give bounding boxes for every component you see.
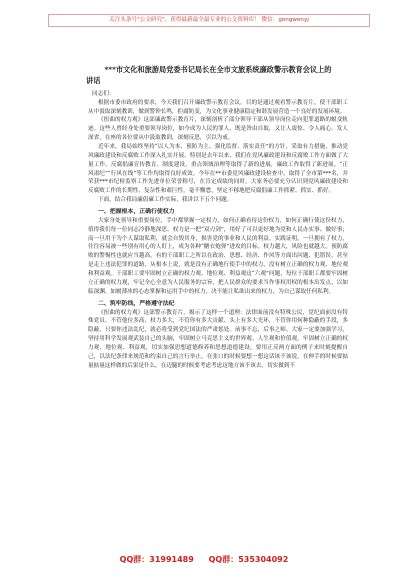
title-line-1: ***市文化和旅游局党委书记局长在全市文旅系统廉政警示教育会议上的 [104, 65, 332, 74]
body-paragraph: 《扭曲的权力观》这部警示教育片，揭示了这样一个道理：法律面前没有特殊公民，党纪面前没有特殊党员。不管他位多高，权力多大，不管你有多大贡献、头上有多大光环，不管你用何种隐蔽的手段，多隐蔽，只要你违法乱纪，就必将受到党纪国法的严肃惩处。前事不忘，后事之师。大家一定要加强学习，坚持用科学发展观武装自己的头脑，牢固树立马克思主义的世界观、人生观和价值观，牢固树立正确的权力观、地位观、利益观，切实加强思想道德修养和思想道德建设。要用正反两方面的例子来时刻提醒自己，以法纪条律来规范和约束自己的言行举止，在张口的时候要想一想这话该不该说，在伸手的时候要掂量掂量这样做的后果是什么，在迈腿的时候要考虑考虑这地方该不该去，切实做到不 [88, 309, 348, 369]
body-paragraph: 根据市委市政府的要求，今天我们召开廉政警示教育会议。目的是通过观看警示教育片，使干部职工从中汲取深刻教训，做到警钟长鸣，拒腐防变，为文化事业健康稳定和谐发展营造一个良好的发展环境。 [88, 99, 348, 115]
qq-group-2: QQ群：535304092 [208, 555, 289, 564]
section-heading: 一、把握根本，正确行使权力 [98, 207, 175, 215]
footer-contact [0, 554, 408, 565]
promo-banner: 关注头条号"公文研究"，获得最新最全最专业的公文资料库！ 微信：gongwenyj [48, 14, 370, 27]
section-heading: 二、筑牢防线，严格遵守法纪 [98, 299, 175, 307]
qq-group-1: QQ群：31991489 [119, 555, 194, 564]
body-paragraph: 下面，结合我局廉倡廉工作实际，我讲以下五个问题。 [98, 197, 233, 204]
salutation: 同志们： [92, 91, 115, 97]
document-page [88, 64, 348, 370]
body-paragraph: 大家身处领导和重要岗位，手中都掌握一定权力，如何正确看待这份权力，如何正确行使这份权力，值得我们每一位同志冷静地深思。权力是一把“双刃剑”，用好了可以更好地为党和人民办实事、做好事；而一旦用于为个人谋取私利，就会自毁其身，损害党的事业和人民的利益。实践证明，一旦拥有了权力，往往容易被一些别有用心的人盯上，成为各种“糖衣炮弹”进攻的目标。权力越大，风险也就越大。预防腐败的警惕性也就应当越高，有的干部职工之所以在政治、思想、经济、作风等方面出问题、犯错误，甚至是走上违法犯罪的道路，从根本上说，就是没有正确地行使手中的权力，没有树立正确的权力观、地位观和利益观。干部职工要牢固树立正确的权力观、地位观、利益观这“六观”问题，每位干部职工都要牢固树立正确的权力观，牢记全心全意为人民服务的宗旨，把人民群众的要求当作事权用权的根本出发点，以如临深渊、如履薄冰的心态掌握和运用手中的权力，决不能让私欲出来的权力，为自己谋取任何私利。 [88, 217, 348, 295]
body-paragraph: 《扭曲的权力观》这部廉政警示教育片，深刻剖析了部分领导干部从领导岗位走向犯罪道路的蜕变轨迹。这些人曾经身处重要领导岗位，如今成为人民的罪人，既是咎由自取，又让人震惊、令人痛心。发人深省，在座的各位要从中汲取教训，深刻反思，引以为戒。 [88, 117, 348, 142]
document-body [88, 99, 348, 371]
document-title [88, 64, 348, 86]
title-line-2: 讲话 [86, 76, 101, 85]
body-paragraph: 近年来，我局始终坚持“以人为本、预防为主、强化监督、落实责任”的方针，采取有力措施，推动党风廉政建设和反腐败工作深入扎实开展。特别是去年以来，我们在党风廉政建设和反腐败工作方面做了大量工作，反腐倡廉宣传教育、制度建设、重点领域治理等取得了新的进展，廉政工作取得了新进展。“正风肃纪”“行风在线”等工作均取得良好成效。今年在**市委党风廉政建设检查中，取得了全市第***名，并荣获***市纪检监察工作先进单位荣誉称号，在肯定成绩的同时，大家务必要充分认识到党风廉政建设和反腐败工作的长期性、复杂性和艰巨性，毫不懈怠，坚定不移地把反腐倡廉工作抓紧、抓实、抓好。 [88, 144, 348, 195]
